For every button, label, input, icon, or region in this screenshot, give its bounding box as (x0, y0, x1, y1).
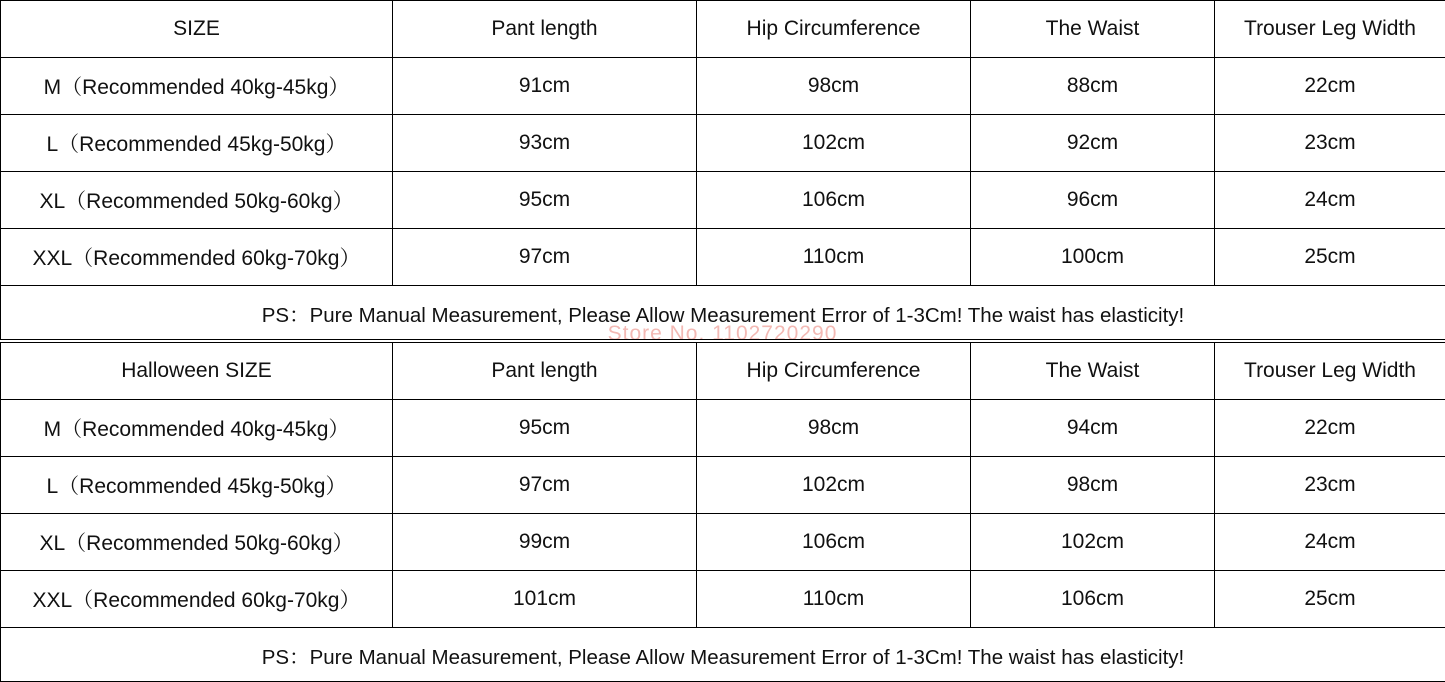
header-cell-pant-length: Pant length (393, 343, 697, 400)
cell-size: XL（Recommended 50kg-60kg） (1, 172, 393, 229)
cell-hip-circumference: 98cm (697, 400, 971, 457)
table-header-row (1, 1, 1445, 58)
cell-size: L（Recommended 45kg-50kg） (1, 115, 393, 172)
cell-pant-length: 95cm (393, 172, 697, 229)
halloween-size-table-block (0, 342, 1445, 682)
standard-size-table (0, 0, 1445, 340)
cell-hip-circumference: 102cm (697, 457, 971, 514)
table-row (1, 457, 1445, 514)
cell-size: L（Recommended 45kg-50kg） (1, 457, 393, 514)
header-cell-size: SIZE (1, 1, 393, 58)
cell-hip-circumference: 110cm (697, 571, 971, 628)
standard-size-table-block (0, 0, 1445, 340)
table-row (1, 571, 1445, 628)
cell-pant-length: 97cm (393, 229, 697, 286)
cell-pant-length: 95cm (393, 400, 697, 457)
cell-trouser-leg-width: 24cm (1215, 514, 1445, 571)
measurement-note: PS：Pure Manual Measurement, Please Allow Measurement Error of 1-3Cm! The waist has elasticity! (1, 628, 1445, 682)
cell-size: M（Recommended 40kg-45kg） (1, 400, 393, 457)
cell-pant-length: 91cm (393, 58, 697, 115)
cell-trouser-leg-width: 23cm (1215, 115, 1445, 172)
cell-waist: 102cm (971, 514, 1215, 571)
table-row (1, 400, 1445, 457)
cell-trouser-leg-width: 25cm (1215, 229, 1445, 286)
cell-trouser-leg-width: 24cm (1215, 172, 1445, 229)
store-watermark: Store No. 1102720290 (0, 322, 1445, 346)
cell-size: XL（Recommended 50kg-60kg） (1, 514, 393, 571)
cell-size: XXL（Recommended 60kg-70kg） (1, 229, 393, 286)
cell-trouser-leg-width: 23cm (1215, 457, 1445, 514)
cell-size: M（Recommended 40kg-45kg） (1, 58, 393, 115)
header-cell-trouser-leg-width: Trouser Leg Width (1215, 343, 1445, 400)
table-note-row (1, 628, 1445, 682)
cell-waist: 98cm (971, 457, 1215, 514)
header-cell-pant-length: Pant length (393, 1, 697, 58)
table-row (1, 229, 1445, 286)
halloween-size-table (0, 342, 1445, 682)
cell-trouser-leg-width: 22cm (1215, 400, 1445, 457)
cell-hip-circumference: 106cm (697, 172, 971, 229)
table-row (1, 172, 1445, 229)
header-cell-hip-circumference: Hip Circumference (697, 1, 971, 58)
cell-waist: 94cm (971, 400, 1215, 457)
cell-size: XXL（Recommended 60kg-70kg） (1, 571, 393, 628)
cell-pant-length: 97cm (393, 457, 697, 514)
cell-trouser-leg-width: 25cm (1215, 571, 1445, 628)
cell-trouser-leg-width: 22cm (1215, 58, 1445, 115)
cell-pant-length: 101cm (393, 571, 697, 628)
header-cell-trouser-leg-width: Trouser Leg Width (1215, 1, 1445, 58)
cell-waist: 88cm (971, 58, 1215, 115)
header-cell-waist: The Waist (971, 343, 1215, 400)
measurement-note: PS：Pure Manual Measurement, Please Allow Measurement Error of 1-3Cm! The waist has elasticity! (1, 286, 1445, 340)
table-row (1, 514, 1445, 571)
table-row (1, 58, 1445, 115)
header-cell-halloween-size: Halloween SIZE (1, 343, 393, 400)
cell-waist: 92cm (971, 115, 1215, 172)
cell-hip-circumference: 98cm (697, 58, 971, 115)
cell-waist: 100cm (971, 229, 1215, 286)
table-note-row (1, 286, 1445, 340)
cell-hip-circumference: 110cm (697, 229, 971, 286)
cell-pant-length: 93cm (393, 115, 697, 172)
header-cell-hip-circumference: Hip Circumference (697, 343, 971, 400)
cell-pant-length: 99cm (393, 514, 697, 571)
table-row (1, 115, 1445, 172)
cell-hip-circumference: 102cm (697, 115, 971, 172)
cell-hip-circumference: 106cm (697, 514, 971, 571)
header-cell-waist: The Waist (971, 1, 1215, 58)
table-header-row (1, 343, 1445, 400)
cell-waist: 106cm (971, 571, 1215, 628)
cell-waist: 96cm (971, 172, 1215, 229)
